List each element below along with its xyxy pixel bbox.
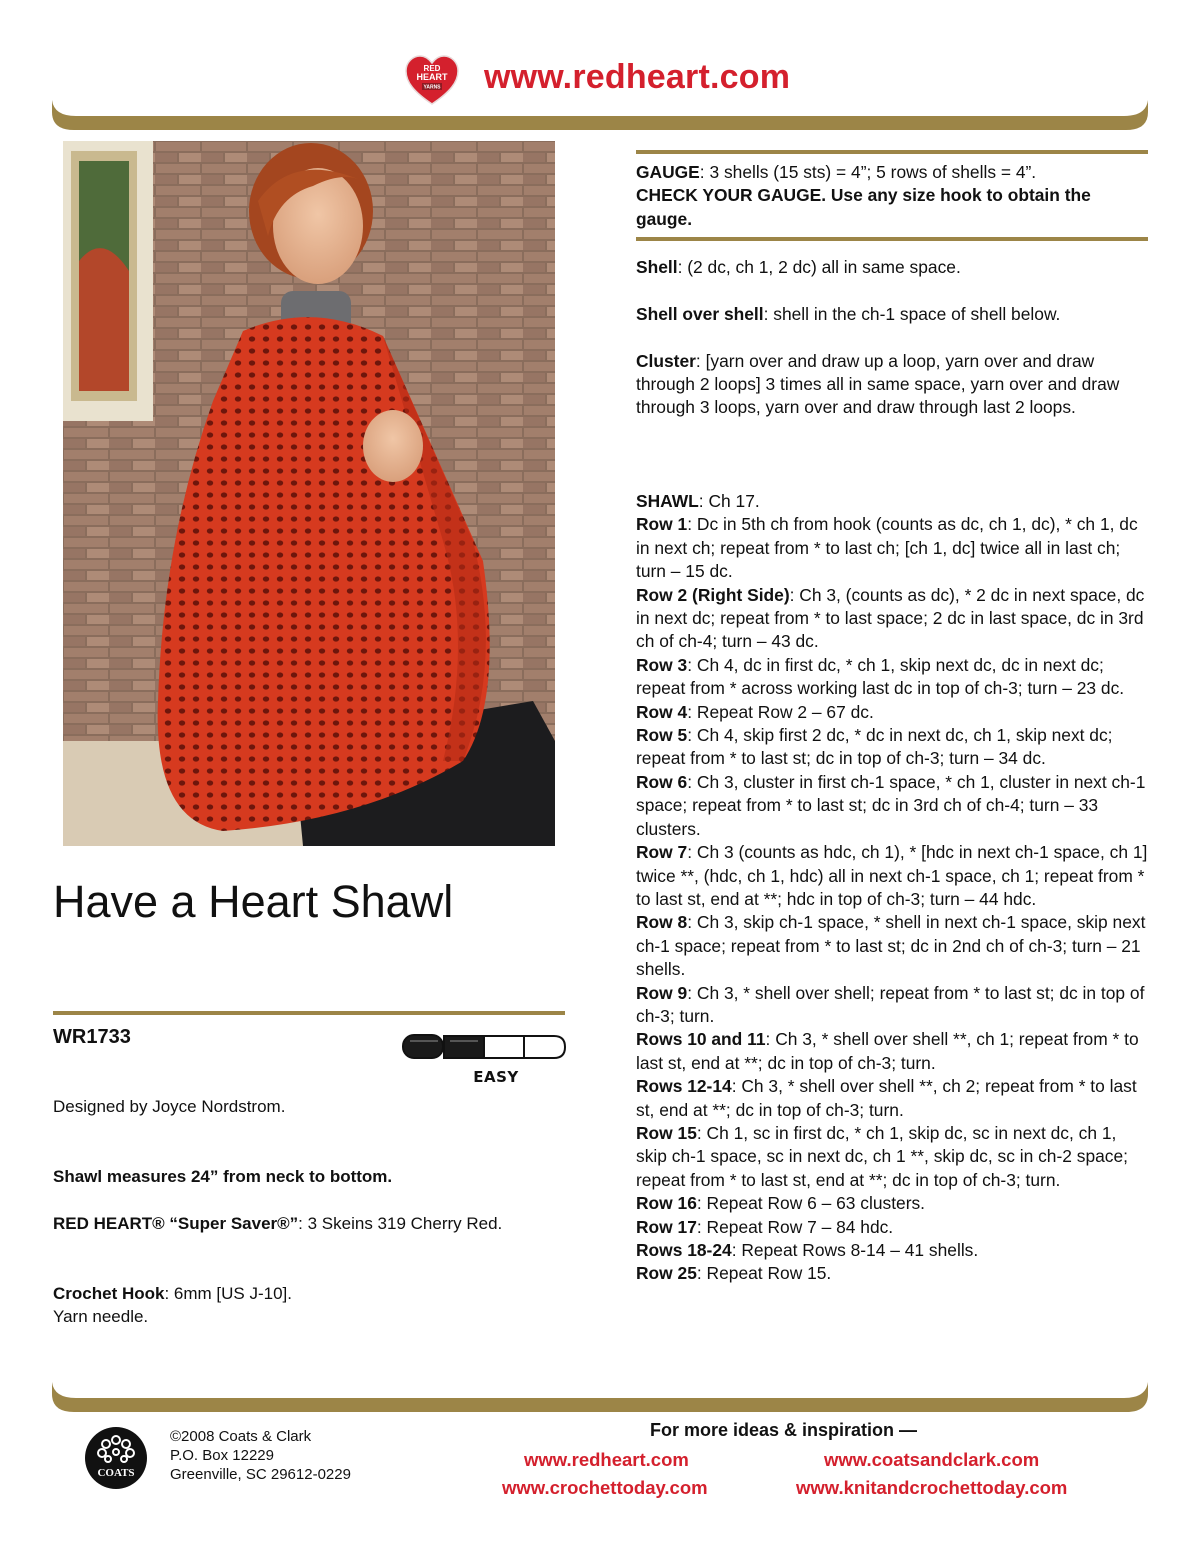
skill-level-seg-3: [484, 1036, 524, 1058]
skill-level-label: EASY: [473, 1068, 519, 1086]
shawl-photo: [63, 141, 555, 846]
instruction-row: Row 25: Repeat Row 15.: [636, 1263, 832, 1284]
footer-divider-band: [52, 1382, 1148, 1414]
header-divider-band: [52, 100, 1148, 132]
gauge-text: : 3 shells (15 sts) = 4”; 5 rows of shells = 4”.: [699, 162, 1037, 182]
skill-level-bar: [402, 1034, 566, 1060]
instruction-row: Row 17: Repeat Row 7 – 84 hdc.: [636, 1216, 894, 1237]
instruction-row: Row 4: Repeat Row 2 – 67 dc.: [636, 701, 874, 722]
instruction-row: Row 16: Repeat Row 6 – 63 clusters.: [636, 1193, 926, 1214]
instruction-row: Row 5: Ch 4, skip first 2 dc, * dc in next dc, ch 1, skip next dc; repeat from * to last st; dc in top of ch-3; turn – 34 dc.: [636, 725, 1113, 769]
company-address: [170, 1427, 351, 1484]
gauge-check: CHECK YOUR GAUGE. Use any size hook to obtain the gauge.: [636, 185, 1091, 229]
hook-requirement: [53, 1282, 553, 1328]
stitch-definition: Shell: (2 dc, ch 1, 2 dc) all in same space.: [636, 257, 961, 277]
city-line: Greenville, SC 29612-0229: [170, 1466, 351, 1483]
skill-level-seg-4: [524, 1036, 565, 1058]
gauge-top-divider: [636, 150, 1148, 154]
instruction-row: Row 6: Ch 3, cluster in first ch-1 space, * ch 1, cluster in next ch-1 space; repeat from * to last st; dc in 3rd ch of ch-4; turn – 33 clusters.: [636, 771, 1146, 839]
copyright: ©2008 Coats & Clark: [170, 1428, 312, 1445]
logo-text-mid: HEART: [416, 72, 448, 82]
yarn-requirement: [53, 1212, 553, 1235]
title-divider: [53, 1011, 565, 1015]
footer-link-coatsandclark[interactable]: www.coatsandclark.com: [824, 1449, 1040, 1470]
instruction-row: Row 9: Ch 3, * shell over shell; repeat from * to last st; dc in top of ch-3; turn.: [636, 982, 1145, 1026]
footer-link-redheart[interactable]: www.redheart.com: [524, 1449, 689, 1470]
stitch-definitions: [636, 256, 1148, 420]
coats-logo[interactable]: [84, 1426, 148, 1490]
yarn-label: RED HEART® “Super Saver®”: [53, 1214, 299, 1233]
footer-link-knitandcrochettoday[interactable]: www.knitandcrochettoday.com: [796, 1477, 1068, 1498]
skill-level-seg-1: [403, 1035, 443, 1058]
coats-logo-text: COATS: [97, 1467, 135, 1479]
po-box: P.O. Box 12229: [170, 1447, 274, 1464]
instruction-row: Rows 10 and 11: Ch 3, * shell over shell **, ch 1; repeat from * to last st, end at **; dc in top of ch-3; turn.: [636, 1029, 1139, 1073]
skill-level-seg-2: [444, 1036, 484, 1058]
instruction-row: SHAWL: Ch 17.: [636, 491, 760, 511]
stitch-definition: Shell over shell: shell in the ch-1 space of shell below.: [636, 303, 1061, 324]
shawl-instructions: [636, 490, 1148, 1286]
hook-text: : 6mm [US J-10].: [164, 1284, 292, 1303]
ideas-heading: For more ideas & inspiration —: [650, 1420, 918, 1440]
shawl-measurement: Shawl measures 24” from neck to bottom.: [53, 1167, 393, 1186]
logo-text-bottom: YARNS: [423, 84, 441, 91]
instruction-row: Row 2 (Right Side): Ch 3, (counts as dc), * 2 dc in next space, dc in next dc; repeat from * to last space; 2 dc in last space, dc in 3rd ch of ch-4; turn – 43 dc.: [636, 584, 1145, 652]
stitch-definition: Cluster: [yarn over and draw up a loop, yarn over and draw through 2 loops] 3 times all in same space, yarn over and draw through 3 loops, yarn over and draw through last 2 loops.: [636, 350, 1120, 418]
instruction-row: Rows 12-14: Ch 3, * shell over shell **, ch 2; repeat from * to last st, end at **; dc in top of ch-3; turn.: [636, 1076, 1137, 1120]
pattern-code: WR1733: [53, 1026, 131, 1048]
footer-link-crochettoday[interactable]: www.crochettoday.com: [502, 1477, 708, 1498]
needle-text: Yarn needle.: [53, 1307, 149, 1326]
gauge-block: [636, 161, 1148, 231]
instruction-row: Row 15: Ch 1, sc in first dc, * ch 1, skip dc, sc in next dc, ch 1, skip ch-1 space, sc in next dc, ch 1 **, skip dc, sc in ch-2 space; repeat from * to last st, end at **; dc in top of ch-3; turn.: [636, 1122, 1128, 1190]
logo-text-top: RED: [423, 64, 441, 73]
pattern-title: Have a Heart Shawl: [53, 876, 454, 927]
designer-credit: Designed by Joyce Nordstrom.: [53, 1097, 286, 1116]
site-url-header[interactable]: www.redheart.com: [484, 58, 791, 96]
instruction-row: Row 7: Ch 3 (counts as hdc, ch 1), * [hdc in next ch-1 space, ch 1] twice **, (hdc, ch 1, hdc) all in next ch-1 space, ch 1; repeat from * to last st, end at **; hdc in top of ch-3; turn – 44 hdc.: [636, 842, 1148, 909]
yarn-text: : 3 Skeins 319 Cherry Red.: [298, 1214, 503, 1233]
hook-label: Crochet Hook: [53, 1284, 165, 1303]
gauge-bottom-divider: [636, 237, 1148, 241]
instruction-row: Rows 18-24: Repeat Rows 8-14 – 41 shells.: [636, 1240, 979, 1260]
instruction-row: Row 3: Ch 4, dc in first dc, * ch 1, skip next dc, dc in next dc; repeat from * across working last dc in top of ch-3; turn – 23 dc.: [636, 654, 1125, 699]
skill-level-indicator: [402, 1034, 566, 1086]
red-heart-logo[interactable]: [404, 54, 460, 106]
instruction-row: Row 8: Ch 3, skip ch-1 space, * shell in next ch-1 space, skip next ch-1 space; repeat from * to last st; dc in 2nd ch of ch-3; turn – 21 shells.: [636, 912, 1146, 980]
instruction-row: Row 1: Dc in 5th ch from hook (counts as dc, ch 1, dc), * ch 1, dc in next ch; repeat from * to last ch; [ch 1, dc] twice all in last ch; turn – 15 dc.: [636, 514, 1138, 582]
gauge-label: GAUGE: [636, 162, 700, 182]
